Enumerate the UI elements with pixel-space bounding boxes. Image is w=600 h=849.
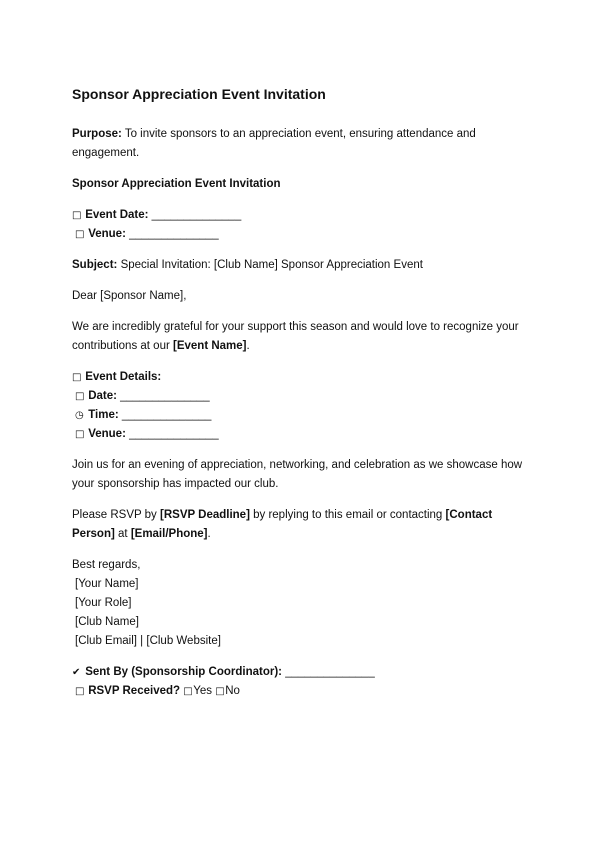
details-date-label: Date: — [88, 390, 121, 402]
checkbox-icon: □ — [75, 429, 85, 440]
yes-option — [183, 685, 240, 697]
sent-by-line — [72, 663, 532, 682]
clock-icon: ◷ — [75, 410, 84, 421]
yes-label: Yes — [193, 685, 213, 697]
no-checkbox-icon: □ — [215, 686, 225, 697]
details-date-blank: ______________ — [120, 390, 210, 402]
rsvp-received-line — [72, 682, 532, 701]
join-paragraph: Join us for an evening of appreciation, networking, and celebration as we showcase how your sponsorship has impacted our club. — [72, 459, 523, 490]
intro-text: We are incredibly grateful for your support this season and would love to recognize your contributions at our — [72, 321, 519, 352]
event-date-blank: ______________ — [151, 209, 242, 221]
subject-line — [72, 256, 532, 275]
signature-contact: [Club Email] | [Club Website] — [75, 635, 221, 647]
event-date-label: Event Date: — [85, 209, 152, 221]
rsvp-received-label: RSVP Received? — [88, 685, 181, 697]
venue-line — [72, 225, 532, 244]
document-title: Sponsor Appreciation Event Invitation — [72, 86, 326, 102]
no-label: No — [225, 685, 240, 697]
checkbox-icon: □ — [72, 210, 82, 221]
details-venue-blank: ______________ — [129, 428, 219, 440]
details-heading — [72, 368, 532, 387]
intro-end: . — [246, 340, 250, 352]
checkbox-icon: □ — [75, 686, 85, 697]
rsvp-contact: [Contact Person] — [72, 509, 493, 540]
rsvp-end: . — [207, 528, 211, 540]
details-label: Event Details: — [85, 371, 162, 383]
rsvp-paragraph — [72, 506, 532, 544]
footer-fields — [72, 663, 532, 701]
purpose-paragraph — [72, 125, 532, 163]
event-date-line — [72, 206, 532, 225]
sent-by-blank: ______________ — [285, 666, 375, 678]
signature-block — [72, 556, 532, 651]
details-venue-label: Venue: — [88, 428, 130, 440]
document-page — [72, 84, 532, 701]
checkbox-icon: □ — [72, 372, 82, 383]
section-heading: Sponsor Appreciation Event Invitation — [72, 178, 281, 190]
event-details-block — [72, 368, 532, 444]
details-venue-line — [72, 425, 532, 444]
details-time-label: Time: — [88, 409, 122, 421]
purpose-label: Purpose: — [72, 128, 122, 140]
signature-name: [Your Name] — [75, 578, 139, 590]
check-mark-icon: ✔ — [72, 667, 81, 678]
rsvp-email: [Email/Phone] — [130, 528, 208, 540]
rsvp-mid: by replying to this email or contacting — [249, 509, 446, 521]
intro-paragraph — [72, 318, 532, 356]
checkbox-icon: □ — [75, 391, 85, 402]
subject-text: Special Invitation: [Club Name] Sponsor Appreciation Event — [117, 259, 423, 271]
greeting: Dear [Sponsor Name], — [72, 290, 187, 302]
details-time-line — [72, 406, 532, 425]
rsvp-at: at — [114, 528, 131, 540]
details-date-line — [72, 387, 532, 406]
yes-checkbox-icon: □ — [183, 686, 193, 697]
checkbox-icon: □ — [75, 229, 85, 240]
venue-blank: ______________ — [129, 228, 219, 240]
rsvp-deadline: [RSVP Deadline] — [160, 509, 250, 521]
event-fields — [72, 206, 532, 244]
rsvp-pre: Please RSVP by — [72, 509, 161, 521]
signature-role: [Your Role] — [75, 597, 132, 609]
sent-by-label: Sent By (Sponsorship Coordinator): — [85, 666, 286, 678]
venue-label: Venue: — [88, 228, 130, 240]
subject-label: Subject: — [72, 259, 118, 271]
details-time-blank: ______________ — [121, 409, 212, 421]
purpose-text: To invite sponsors to an appreciation event, ensuring attendance and engagement. — [72, 128, 476, 159]
signature-club: [Club Name] — [75, 616, 139, 628]
closing: Best regards, — [72, 559, 141, 571]
intro-event-name: [Event Name] — [173, 340, 247, 352]
